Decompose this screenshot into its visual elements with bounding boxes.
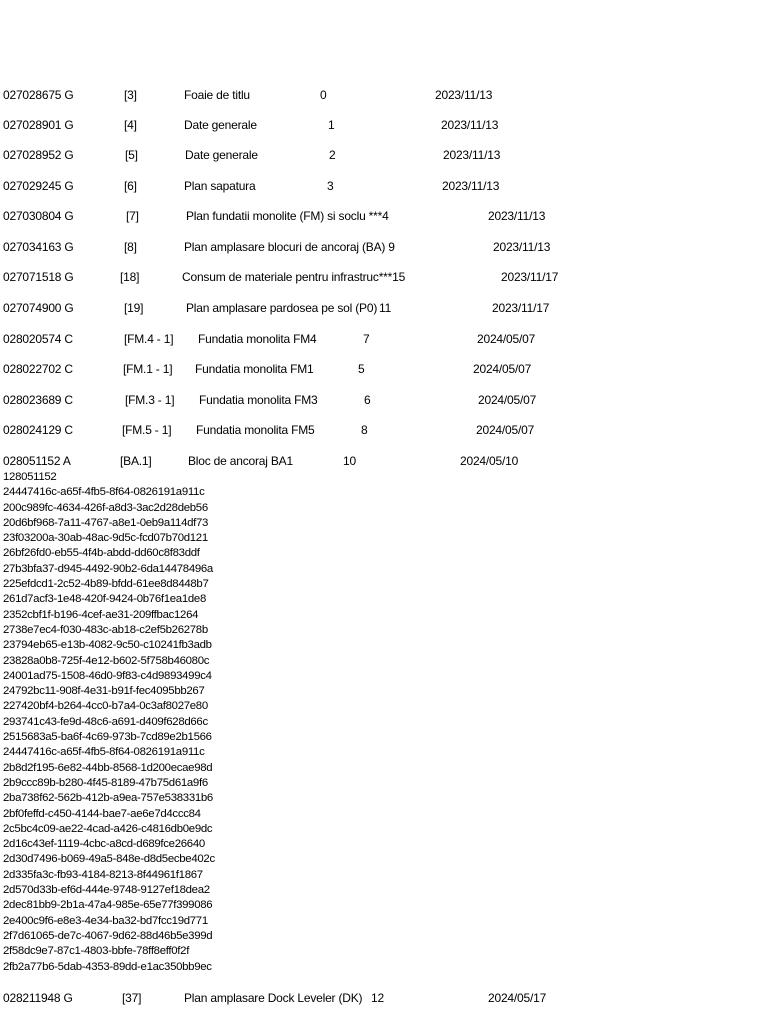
drawing-row: [0, 117, 768, 133]
drawing-title: Bloc de ancoraj BA1: [188, 454, 293, 468]
drawing-code: 028024129 C: [3, 423, 73, 437]
drawing-group: [8]: [124, 240, 137, 254]
drawing-group: [5]: [125, 148, 138, 162]
id-line: 2bf0feffd-c450-4144-bae7-ae6e7d4ccc84: [3, 807, 201, 820]
drawing-code: 027074900 G: [3, 301, 74, 315]
drawing-row: [0, 87, 768, 103]
id-line: 200c989fc-4634-426f-a8d3-3ac2d28deb56: [3, 501, 208, 514]
drawing-row: [0, 178, 768, 194]
id-line: 2c5bc4c09-ae22-4cad-a426-c4816db0e9dc: [3, 822, 213, 835]
id-line: 26bf26fd0-eb55-4f4b-abdd-dd60c8f83ddf: [3, 547, 200, 560]
drawing-date: 2024/05/07: [476, 423, 535, 437]
id-line: 293741c43-fe9d-48c6-a691-d409f628d66c: [3, 715, 208, 728]
drawing-group: [19]: [124, 301, 144, 315]
drawing-group: [FM.4 - 1]: [124, 332, 174, 346]
drawing-group: [FM.1 - 1]: [123, 362, 173, 376]
drawing-number: 8: [361, 423, 368, 437]
drawing-row: [0, 331, 768, 347]
drawing-title: Date generale: [184, 118, 257, 132]
id-line: 2f58dc9e7-87c1-4803-bbfe-78ff8eff0f2f: [3, 945, 190, 958]
id-line: 2f7d61065-de7c-4067-9d62-88d46b5e399d: [3, 929, 213, 942]
drawing-number: 7: [363, 332, 370, 346]
drawing-group: [FM.3 - 1]: [125, 393, 175, 407]
id-line: 2ba738f62-562b-412b-a9ea-757e538331b6: [3, 792, 213, 805]
drawing-row: [0, 300, 768, 316]
drawing-number: 3: [327, 179, 334, 193]
drawing-title: Date generale: [185, 148, 258, 162]
drawing-date: 2023/11/17: [501, 270, 559, 284]
drawing-date: 2023/11/13: [488, 209, 546, 223]
id-line: 2b9ccc89b-b280-4f45-8189-47b75d61a9f6: [3, 776, 208, 789]
id-line: 23828a0b8-725f-4e12-b602-5f758b46080c: [3, 654, 210, 667]
drawing-group: [18]: [120, 270, 140, 284]
drawing-group: [4]: [124, 118, 137, 132]
drawing-number: 1: [328, 118, 335, 132]
drawing-code: 027071518 G: [3, 270, 74, 284]
id-line: 24447416c-a65f-4fb5-8f64-0826191a911c: [3, 486, 205, 499]
drawing-number: 10: [343, 454, 356, 468]
id-line: 27b3bfa37-d945-4492-90b2-6da14478496a: [3, 562, 213, 575]
id-line: 24001ad75-1508-46d0-9f83-c4d9893499c4: [3, 669, 212, 682]
drawing-title: Fundatia monolita FM3: [199, 393, 318, 407]
drawing-group: [BA.1]: [120, 454, 152, 468]
id-line: 225efdcd1-2c52-4b89-bfdd-61ee8d8448b7: [3, 578, 209, 591]
id-line: 2fb2a77b6-5dab-4353-89dd-e1ac350bb9ec: [3, 960, 212, 973]
drawing-title: Consum de materiale pentru infrastruc***15: [182, 270, 406, 284]
drawing-row: [0, 990, 768, 1006]
id-line: 2dec81bb9-2b1a-47a4-985e-65e77f399086: [3, 899, 213, 912]
drawing-code: 028023689 C: [3, 393, 73, 407]
id-line: 2d570d33b-ef6d-444e-9748-9127ef18dea2: [3, 884, 210, 897]
drawing-date: 2024/05/10: [460, 454, 519, 468]
drawing-title: Fundatia monolita FM4: [198, 332, 317, 346]
id-list: [3, 470, 215, 975]
id-line: 2515683a5-ba6f-4c69-973b-7cd89e2b1566: [3, 731, 212, 744]
id-line: 20d6bf968-7a11-4767-a8e1-0eb9a114df73: [3, 516, 209, 529]
drawing-date: 2024/05/17: [488, 991, 547, 1005]
drawing-group: [37]: [122, 991, 142, 1005]
id-line: 2d30d7496-b069-49a5-848e-d8d5ecbe402c: [3, 853, 215, 866]
drawing-number: 12: [371, 991, 384, 1005]
drawing-code: 027028675 G: [3, 88, 74, 102]
drawing-row: [0, 392, 768, 408]
drawing-group: [3]: [124, 88, 137, 102]
drawing-date: 2023/11/13: [493, 240, 551, 254]
drawing-title: Plan amplasare Dock Leveler (DK): [184, 991, 363, 1005]
drawing-date: 2023/11/13: [441, 118, 499, 132]
id-line: 261d7acf3-1e48-420f-9424-0b76f1ea1de8: [3, 593, 206, 606]
drawing-row: [0, 453, 768, 469]
drawing-code: 027028952 G: [3, 148, 74, 162]
drawing-code: 028020574 C: [3, 332, 73, 346]
drawing-title: Plan fundatii monolite (FM) si soclu ***4: [186, 209, 389, 223]
drawing-row: [0, 422, 768, 438]
id-line: 2d335fa3c-fb93-4184-8213-8f44961f1867: [3, 868, 203, 881]
drawing-code: 027028901 G: [3, 118, 74, 132]
drawing-group: [FM.5 - 1]: [122, 423, 172, 437]
drawing-date: 2024/05/07: [478, 393, 537, 407]
drawing-number: 11: [379, 301, 392, 315]
drawing-number: 6: [364, 393, 371, 407]
id-line: 2d16c43ef-1119-4cbc-a8cd-d689fce26640: [3, 838, 205, 851]
drawing-code: 027030804 G: [3, 209, 74, 223]
drawing-row: [0, 239, 768, 255]
drawing-number: 5: [358, 362, 365, 376]
drawing-number: 0: [320, 88, 327, 102]
id-line: 227420bf4-b264-4cc0-b7a4-0c3af8027e80: [3, 700, 208, 713]
drawing-title: Plan amplasare blocuri de ancoraj (BA) 9: [184, 240, 395, 254]
drawing-code: 028051152 A: [3, 454, 71, 468]
drawing-code: 028211948 G: [3, 991, 73, 1005]
drawing-row: [0, 147, 768, 163]
drawing-number: 2: [329, 148, 336, 162]
drawing-title: Plan amplasare pardosea pe sol (P0): [186, 301, 378, 315]
drawing-date: 2023/11/13: [435, 88, 493, 102]
id-line: 2e400c9f6-e8e3-4e34-ba32-bd7fcc19d771: [3, 914, 208, 927]
drawing-title: Fundatia monolita FM5: [196, 423, 315, 437]
id-line: 24792bc11-908f-4e31-b91f-fec4095bb267: [3, 685, 205, 698]
id-line: 2738e7ec4-f030-483c-ab18-c2ef5b26278b: [3, 623, 208, 636]
id-line: 2b8d2f195-6e82-44bb-8568-1d200ecae98d: [3, 761, 213, 774]
id-line: 2352cbf1f-b196-4cef-ae31-209ffbac1264: [3, 608, 199, 621]
drawing-title: Plan sapatura: [184, 179, 256, 193]
drawing-date: 2024/05/07: [473, 362, 532, 376]
id-line: 23794eb65-e13b-4082-9c50-c10241fb3adb: [3, 639, 212, 652]
drawing-row: [0, 208, 768, 224]
drawing-date: 2023/11/17: [492, 301, 550, 315]
drawing-date: 2023/11/13: [442, 179, 500, 193]
id-line: 24447416c-a65f-4fb5-8f64-0826191a911c: [3, 746, 205, 759]
drawing-code: 027029245 G: [3, 179, 74, 193]
drawing-code: 028022702 C: [3, 362, 73, 376]
drawing-date: 2023/11/13: [443, 148, 501, 162]
drawing-title: Foaie de titlu: [184, 88, 250, 102]
drawing-group: [7]: [126, 209, 139, 223]
drawing-code: 027034163 G: [3, 240, 74, 254]
id-line: 23f03200a-30ab-48ac-9d5c-fcd07b70d121: [3, 532, 208, 545]
drawing-date: 2024/05/07: [477, 332, 536, 346]
drawing-row: [0, 361, 768, 377]
id-line: 128051152: [3, 471, 57, 483]
drawing-row: [0, 269, 768, 285]
drawing-title: Fundatia monolita FM1: [195, 362, 314, 376]
drawing-group: [6]: [124, 179, 137, 193]
